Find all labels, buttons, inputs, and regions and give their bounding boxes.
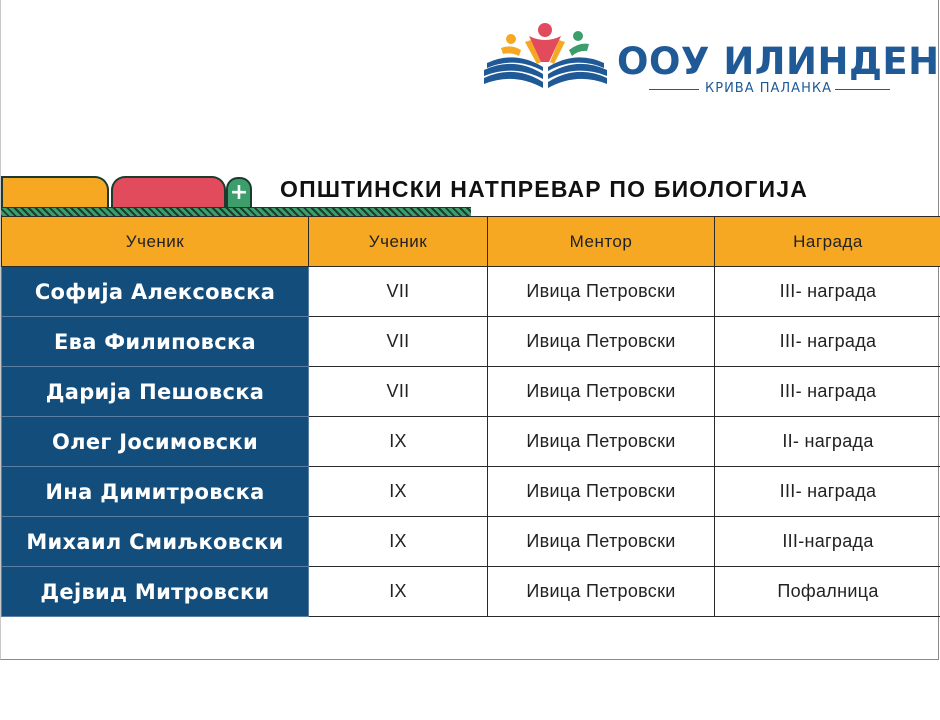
student-name: Дејвид Митровски	[2, 567, 309, 617]
award: III- награда	[715, 367, 940, 417]
mentor-name: Ивица Петровски	[488, 317, 715, 367]
student-grade: IX	[309, 417, 488, 467]
mentor-name: Ивица Петровски	[488, 567, 715, 617]
plus-icon: +	[226, 177, 252, 210]
table-row	[2, 467, 940, 517]
student-name: Олег Јосимовски	[2, 417, 309, 467]
student-name: Ина Димитровска	[2, 467, 309, 517]
school-logo	[479, 20, 940, 100]
school-location: КРИВА ПАЛАНКА	[705, 81, 832, 96]
table-header-row	[2, 217, 940, 267]
student-grade: IX	[309, 567, 488, 617]
mentor-name: Ивица Петровски	[488, 467, 715, 517]
mentor-name: Ивица Петровски	[488, 417, 715, 467]
mentor-name: Ивица Петровски	[488, 517, 715, 567]
mentor-name: Ивица Петровски	[488, 267, 715, 317]
student-grade: VII	[309, 317, 488, 367]
student-name: Михаил Смиљковски	[2, 517, 309, 567]
subtitle-rule-left	[649, 89, 699, 90]
tab-red-decoration	[111, 176, 226, 210]
header-award: Награда	[715, 217, 940, 267]
table-row	[2, 517, 940, 567]
award: Пофалница	[715, 567, 940, 617]
mentor-name: Ивица Петровски	[488, 367, 715, 417]
header-student: Ученик	[2, 217, 309, 267]
student-grade: VII	[309, 267, 488, 317]
book-people-icon	[479, 20, 614, 100]
award: II- награда	[715, 417, 940, 467]
table-row	[2, 317, 940, 367]
header-mentor: Ментор	[488, 217, 715, 267]
award: III- награда	[715, 467, 940, 517]
student-grade: IX	[309, 467, 488, 517]
student-grade: IX	[309, 517, 488, 567]
table-row	[2, 267, 940, 317]
table-row	[2, 367, 940, 417]
student-name: Дарија Пешовска	[2, 367, 309, 417]
student-grade: VII	[309, 367, 488, 417]
header-grade: Ученик	[309, 217, 488, 267]
subtitle-rule-right	[835, 89, 890, 90]
school-name: ООУ ИЛИНДЕН	[617, 40, 940, 83]
page-title: ОПШТИНСКИ НАТПРЕВАР ПО БИОЛОГИЈА	[280, 176, 809, 202]
table-row	[2, 417, 940, 467]
award: III- награда	[715, 317, 940, 367]
table-row	[2, 567, 940, 617]
tab-yellow-decoration	[1, 176, 109, 210]
student-name: Ева Филиповска	[2, 317, 309, 367]
awards-table	[1, 216, 940, 617]
award: III- награда	[715, 267, 940, 317]
award: III-награда	[715, 517, 940, 567]
student-name: Софија Алексовска	[2, 267, 309, 317]
